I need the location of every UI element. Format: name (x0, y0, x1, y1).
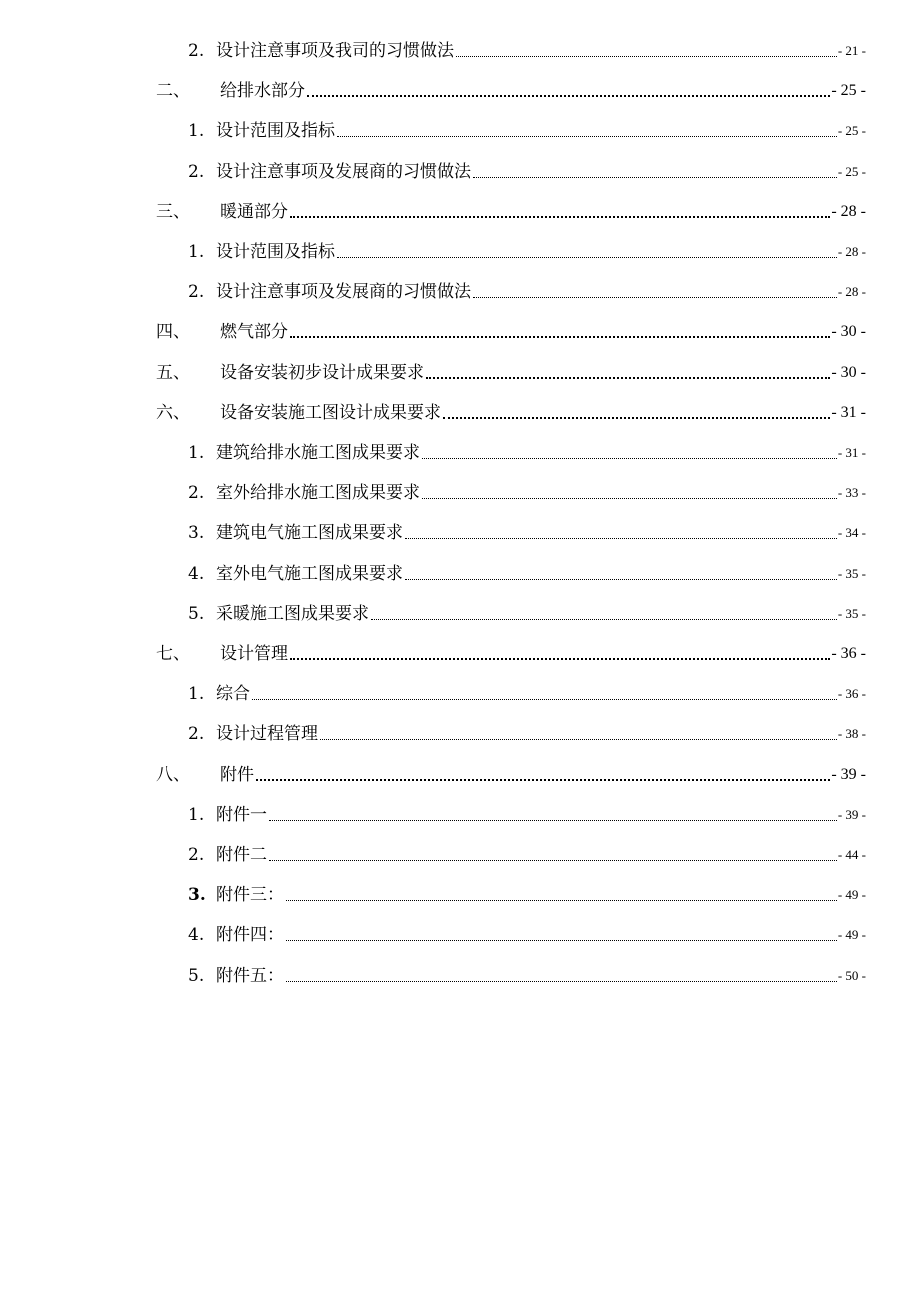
toc-entry-number: 3. (188, 523, 205, 544)
toc-entry-page-number: - 31 - (837, 445, 866, 460)
toc-entry-page-number: - 34 - (837, 525, 866, 541)
toc-entry-page-number: - 31 - (831, 403, 866, 421)
toc-entry-title: 设计范围及指标 (216, 242, 335, 262)
toc-entry[interactable] (0, 194, 866, 224)
toc-entry-page-number: - 28 - (831, 202, 866, 220)
toc-entry-page-number: - 35 - (837, 605, 866, 621)
toc-entry[interactable] (0, 877, 866, 907)
toc-dot-leader (290, 658, 830, 660)
toc-dot-leader (252, 699, 837, 700)
toc-entry-number: 1. (188, 684, 205, 705)
toc-entry[interactable] (0, 234, 866, 264)
toc-dot-leader (405, 579, 837, 580)
toc-entry-page-number: - 39 - (837, 806, 866, 822)
toc-entry-page-number: - 21 - (837, 43, 866, 58)
toc-entry-number: 4. (188, 925, 205, 946)
toc-entry[interactable] (0, 395, 866, 425)
toc-dot-leader (269, 860, 837, 861)
toc-entry-title: 设备安装施工图设计成果要求 (220, 402, 441, 423)
toc-dot-leader (422, 498, 837, 499)
toc-entry-number: 1. (188, 443, 205, 463)
toc-dot-leader (256, 779, 830, 781)
toc-entry-page-number: - 49 - (837, 927, 866, 943)
toc-entry[interactable] (0, 716, 866, 746)
toc-entry-number: 二、 (156, 81, 190, 102)
toc-entry-title: 建筑电气施工图成果要求 (216, 523, 403, 544)
toc-entry-number: 四、 (156, 322, 190, 343)
toc-entry[interactable] (0, 515, 866, 545)
toc-entry[interactable] (0, 274, 866, 304)
toc-entry-page-number: - 33 - (837, 485, 866, 501)
toc-entry-title: 设计范围及指标 (216, 121, 335, 142)
toc-entry-number: 4. (188, 563, 205, 584)
toc-entry[interactable] (0, 33, 866, 63)
toc-dot-leader (473, 297, 837, 298)
toc-entry-title: 综合 (216, 684, 250, 705)
toc-entry[interactable] (0, 676, 866, 706)
toc-dot-leader (405, 538, 837, 539)
toc-entry-title: 采暖施工图成果要求 (216, 603, 369, 624)
toc-entry[interactable] (0, 435, 866, 465)
toc-dot-leader (337, 136, 837, 137)
toc-dot-leader (371, 619, 837, 620)
toc-entry-page-number: - 36 - (831, 645, 866, 662)
toc-entry[interactable] (0, 958, 866, 988)
toc-entry[interactable] (0, 757, 866, 787)
toc-entry-title: 设计过程管理 (216, 724, 318, 745)
toc-entry-number: 5. (188, 965, 205, 986)
toc-entry[interactable] (0, 556, 866, 586)
toc-entry-page-number: - 44 - (837, 847, 866, 862)
toc-entry[interactable] (0, 355, 866, 385)
toc-entry-title: 设计注意事项及发展商的习惯做法 (216, 161, 471, 182)
toc-entry-page-number: - 30 - (831, 363, 866, 381)
toc-entry-number: 5. (188, 603, 205, 624)
toc-entry-title: 附件一 (216, 804, 267, 825)
toc-entry-number: 3. (188, 885, 206, 906)
toc-entry-title: 燃气部分 (220, 322, 288, 343)
toc-entry-title: 附件 (220, 764, 254, 785)
toc-entry-page-number: - 28 - (837, 244, 866, 259)
toc-entry-title: 室外给排水施工图成果要求 (216, 483, 420, 504)
toc-entry-number: 2. (188, 282, 205, 303)
toc-entry[interactable] (0, 837, 866, 867)
toc-entry[interactable] (0, 917, 866, 947)
toc-entry-title: 暖通部分 (220, 201, 288, 222)
toc-dot-leader (290, 336, 830, 338)
toc-entry-number: 2. (188, 483, 205, 504)
toc-entry[interactable] (0, 475, 866, 505)
toc-entry-number: 2. (188, 724, 205, 745)
toc-entry-number: 1. (188, 804, 205, 825)
toc-dot-leader (286, 940, 837, 941)
toc-entry-page-number: - 39 - (831, 765, 866, 783)
toc-entry-page-number: - 30 - (831, 323, 866, 341)
toc-entry[interactable] (0, 154, 866, 184)
toc-entry-title: 设计管理 (220, 644, 288, 664)
toc-entry-number: 五、 (156, 362, 190, 383)
toc-entry[interactable] (0, 797, 866, 827)
toc-entry-page-number: - 35 - (837, 565, 866, 581)
toc-dot-leader (426, 377, 830, 379)
toc-entry[interactable] (0, 636, 866, 666)
toc-entry-title: 给排水部分 (220, 81, 305, 102)
toc-entry-number: 1. (188, 121, 205, 142)
toc-entry[interactable] (0, 113, 866, 143)
toc-dot-leader (456, 56, 837, 57)
toc-entry-number: 八、 (156, 764, 190, 785)
toc-entry-title: 建筑给排水施工图成果要求 (216, 443, 420, 463)
toc-entry-title: 附件二 (216, 845, 267, 865)
toc-dot-leader (307, 95, 830, 97)
toc-dot-leader (337, 257, 837, 258)
toc-dot-leader (286, 900, 837, 901)
toc-entry-number: 2. (188, 845, 205, 865)
toc-entry-page-number: - 25 - (837, 163, 866, 179)
toc-dot-leader (290, 216, 830, 218)
toc-dot-leader (473, 177, 837, 178)
toc-entry-title: 附件四： (216, 925, 284, 946)
toc-dot-leader (422, 458, 837, 459)
toc-entry-title: 附件三： (216, 885, 284, 906)
toc-entry-page-number: - 38 - (837, 726, 866, 742)
toc-entry-number: 七、 (156, 644, 190, 664)
toc-dot-leader (269, 820, 837, 821)
toc-entry-page-number: - 28 - (837, 284, 866, 300)
toc-dot-leader (286, 981, 837, 982)
toc-entry-page-number: - 25 - (831, 82, 866, 100)
toc-entry-page-number: - 25 - (837, 123, 866, 139)
toc-entry-page-number: - 36 - (837, 686, 866, 702)
toc-entry-title: 设计注意事项及发展商的习惯做法 (216, 282, 471, 303)
toc-dot-leader (320, 739, 837, 740)
toc-entry-number: 六、 (156, 402, 190, 423)
toc-entry-title: 附件五： (216, 965, 284, 986)
toc-entry-page-number: - 50 - (837, 967, 866, 983)
toc-entry-title: 设计注意事项及我司的习惯做法 (216, 41, 454, 61)
toc-entry-page-number: - 49 - (837, 887, 866, 903)
toc-entry[interactable] (0, 314, 866, 344)
toc-entry-number: 1. (188, 242, 205, 262)
toc-entry-title: 室外电气施工图成果要求 (216, 563, 403, 584)
toc-entry-number: 2. (188, 41, 205, 61)
toc-entry[interactable] (0, 73, 866, 103)
toc-entry-number: 三、 (156, 201, 190, 222)
toc-entry-number: 2. (188, 161, 205, 182)
toc-entry[interactable] (0, 596, 866, 626)
toc-entry-title: 设备安装初步设计成果要求 (220, 362, 424, 383)
toc-dot-leader (443, 417, 830, 419)
